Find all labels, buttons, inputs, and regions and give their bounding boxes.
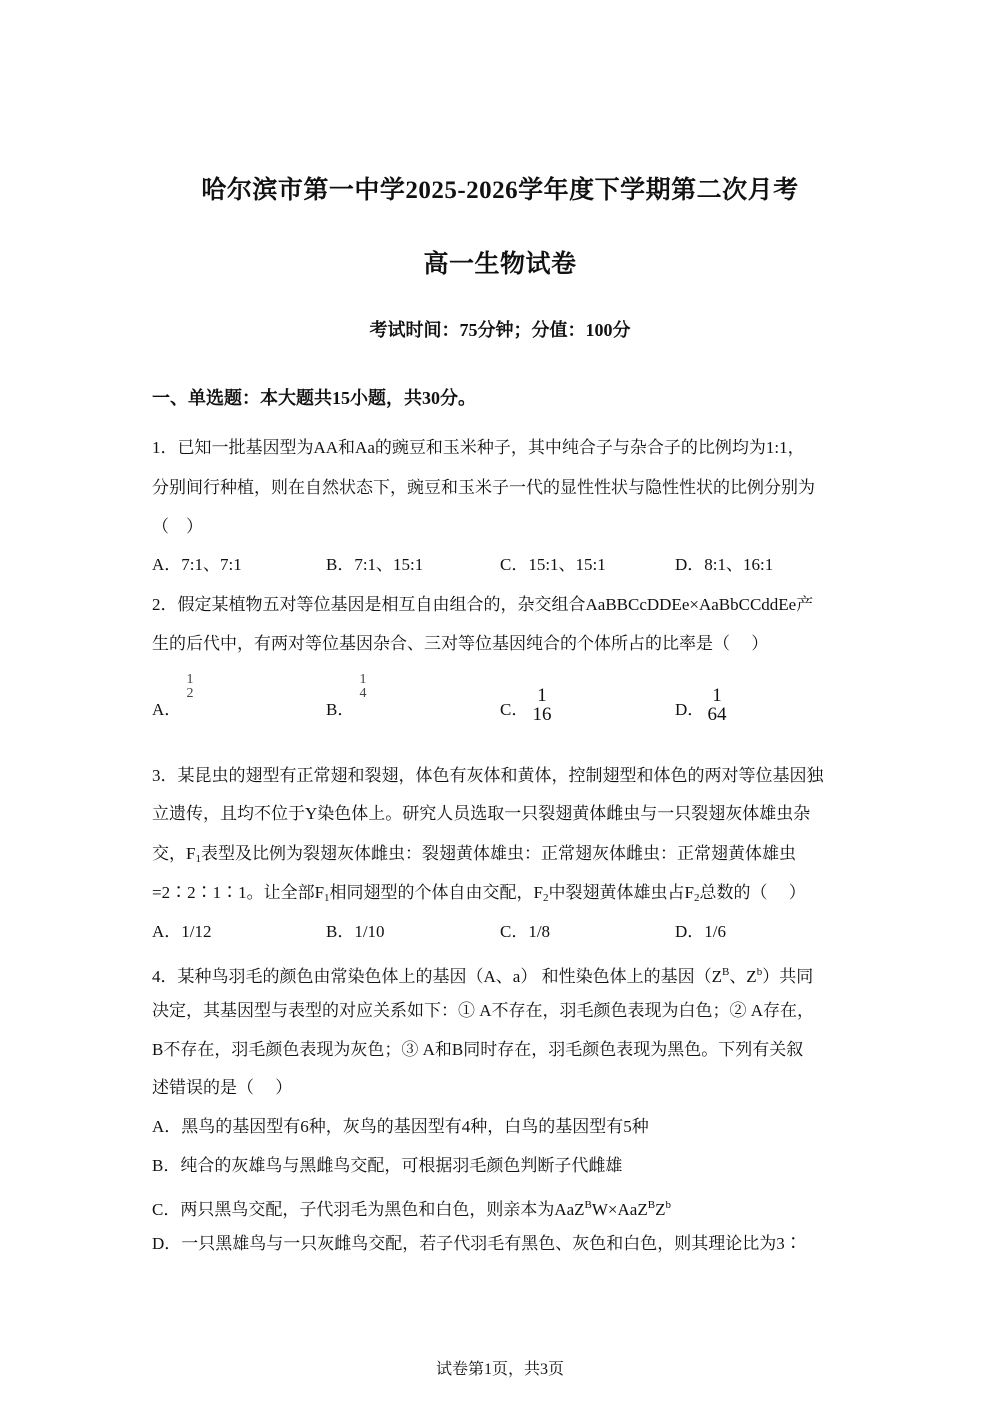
exam-info: 考试时间：75分钟；分值：100分	[369, 320, 631, 340]
fraction-denominator: 2	[186, 686, 194, 701]
q2-option-c: C．	[500, 700, 529, 719]
q1-line1: 1．已知一批基因型为AA和Aa的豌豆和玉米种子，其中纯合子与杂合子的比例均为1:1，	[152, 438, 805, 457]
q2-option-d: D．	[675, 700, 705, 719]
q2-line2: 生的后代中，有两对等位基因杂合、三对等位基因纯合的个体所占的比率是（ ）	[152, 634, 769, 653]
q2-option-a: A．	[152, 700, 182, 719]
q2-line1: 2．假定某植物五对等位基因是相互自由组合的，杂交组合AaBBCcDDEe×AaBbCCddEe产	[152, 595, 814, 614]
q4-line1-text-b: 、Z	[729, 967, 757, 986]
q4-option-d: D．一只黑雄鸟与一只灰雌鸟交配，若子代羽毛有黑色、灰色和白色，则其理论比为3∶	[152, 1234, 802, 1253]
section-heading: 一、单选题：本大题共15小题，共30分。	[152, 388, 476, 408]
subscript: 1	[195, 853, 201, 865]
fraction-denominator: 4	[359, 686, 367, 701]
exam-title-line2: 高一生物试卷	[423, 251, 577, 278]
fraction-numerator: 1	[186, 672, 194, 687]
q4-option-b: B．纯合的灰雄鸟与黑雌鸟交配，可根据羽毛颜色判断子代雌雄	[152, 1156, 623, 1175]
q3-line2: 立遗传，且均不位于Y染色体上。研究人员选取一只裂翅黄体雌虫与一只裂翅灰体雄虫杂	[152, 804, 811, 823]
fraction-numerator: 1	[712, 685, 722, 706]
q1-line3: （ ）	[152, 517, 203, 536]
q4-option-c-text-b: W×AaZ	[591, 1200, 648, 1219]
superscript: b	[665, 1199, 671, 1211]
q3-line4-text-c: 中裂翅黄体雄虫占F	[548, 883, 694, 902]
q1-option-a: A．7:1、7:1	[152, 555, 242, 574]
q2-option-a-fraction	[184, 673, 196, 701]
q3-line3-text-a: 交，F	[152, 844, 196, 863]
subscript: 1	[324, 892, 330, 904]
q2-option-b-fraction	[357, 673, 369, 701]
q3-line1: 3．某昆虫的翅型有正常翅和裂翅，体色有灰体和黄体，控制翅型和体色的两对等位基因独	[152, 766, 824, 785]
fraction-denominator: 16	[532, 704, 552, 725]
q1-option-b: B．7:1、15:1	[326, 555, 424, 574]
q2-option-b: B．	[326, 700, 355, 719]
q4-option-a: A．黑鸟的基因型有6种，灰鸟的基因型有4种，白鸟的基因型有5种	[152, 1117, 649, 1136]
page-footer: 试卷第1页，共3页	[435, 1361, 564, 1378]
exam-title-line1: 哈尔滨市第一中学2025-2026学年度下学期第二次月考	[201, 177, 799, 204]
q3-line4-text-b: 相同翅型的个体自由交配，F	[329, 883, 544, 902]
q4-option-c	[152, 1194, 671, 1221]
q4-option-c-text-a: C．两只黑鸟交配，子代羽毛为黑色和白色，则亲本为AaZ	[152, 1200, 585, 1219]
subscript: 2	[543, 892, 549, 904]
fraction-denominator: 64	[707, 704, 727, 725]
q3-option-b: B．1/10	[326, 922, 385, 941]
q3-line4	[152, 882, 806, 909]
subscript: 2	[693, 892, 700, 904]
q3-line3	[152, 843, 796, 870]
q4-line3: B不存在，羽毛颜色表现为灰色；③ A和B同时存在，羽毛颜色表现为黑色。下列有关叙	[152, 1040, 804, 1059]
q3-line4-text-a: =2∶2∶1∶1。让全部F	[152, 883, 325, 902]
q3-option-a: A．1/12	[152, 922, 212, 941]
q4-line1-text-c: ）共同	[762, 967, 814, 986]
q1-option-d: D．8:1、16:1	[675, 555, 774, 574]
q4-line1-text-a: 4．某种鸟羽毛的颜色由常染色体上的基因（A、a） 和性染色体上的基因（Z	[152, 967, 722, 986]
q4-line2: 决定，其基因型与表型的对应关系如下：① A不存在，羽毛颜色表现为白色；② A存在，	[152, 1001, 815, 1020]
q4-line1	[152, 961, 813, 988]
fraction-numerator: 1	[537, 685, 547, 706]
q4-line4: 述错误的是（ ）	[152, 1078, 293, 1097]
superscript: B	[721, 966, 730, 978]
q2-option-d-fraction	[704, 686, 730, 724]
superscript: B	[647, 1199, 656, 1211]
q4-option-c-text-c: Z	[655, 1200, 666, 1219]
superscript: b	[756, 966, 763, 978]
q1-option-c: C．15:1、15:1	[500, 555, 606, 574]
q3-option-d: D．1/6	[675, 922, 726, 941]
q3-line3-text-b: 表型及比例为裂翅灰体雌虫：裂翅黄体雄虫：正常翅灰体雌虫：正常翅黄体雄虫	[200, 844, 796, 863]
superscript: B	[584, 1199, 592, 1211]
q2-option-c-fraction	[529, 686, 555, 724]
q3-line4-text-d: 总数的（ ）	[699, 883, 806, 902]
fraction-numerator: 1	[359, 672, 367, 687]
q1-line2: 分别间行种植，则在自然状态下，豌豆和玉米子一代的显性性状与隐性性状的比例分别为	[152, 478, 815, 497]
q3-option-c: C．1/8	[500, 922, 551, 941]
